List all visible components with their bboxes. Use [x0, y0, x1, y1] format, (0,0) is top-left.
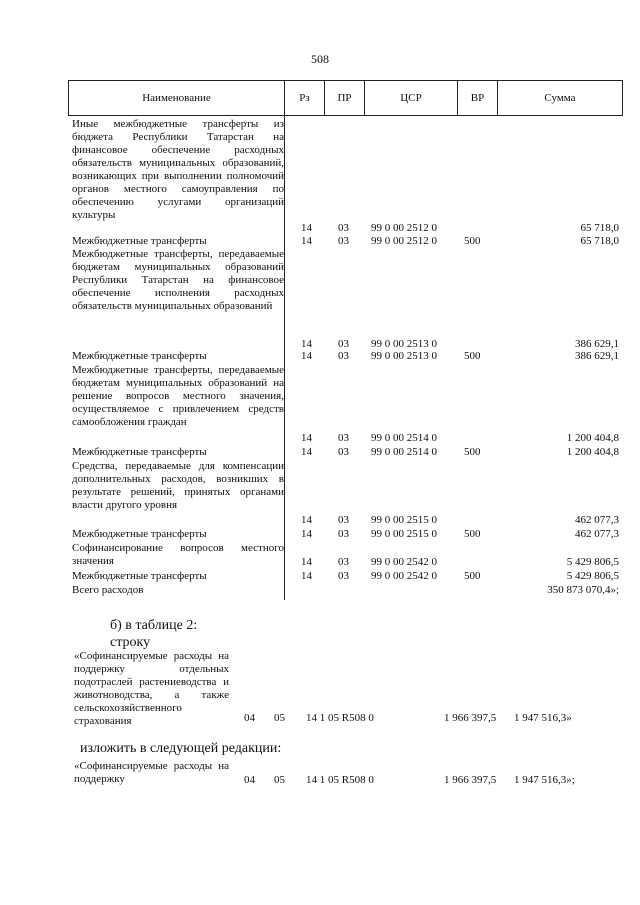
row-name: Софинансирование вопросов местного значения [72, 542, 284, 567]
row-name: Межбюджетные трансферты [72, 528, 207, 540]
row-sum: 462 077,3 [575, 514, 619, 526]
row-sum: 65 718,0 [580, 235, 619, 247]
row-name: Иные межбюджетные трансферты из бюджета Республики Татарстан на финансовое обеспечение расходных обязательств муниципальных образований, возникающих при выполнении полномочий органов местного самоуправления по обеспечению услугами организаций культуры [72, 118, 284, 221]
header-name: Наименование [68, 80, 284, 116]
row-sum: 462 077,3 [575, 528, 619, 540]
row-csr: 99 0 00 2515 0 [371, 528, 437, 540]
section-b-subtitle: строку [110, 635, 151, 650]
row-sum: 1 200 404,8 [566, 446, 619, 458]
row-vr: 500 [464, 446, 481, 458]
row-sum: 386 629,1 [575, 350, 619, 362]
row-vr: 500 [464, 350, 481, 362]
row-name: Межбюджетные трансферты [72, 446, 207, 458]
header-csr: ЦСР [364, 80, 457, 116]
row-rz: 14 [301, 514, 312, 526]
header-rz: Рз [284, 80, 324, 116]
row-rz: 14 [301, 222, 312, 234]
row-rz: 14 [301, 432, 312, 444]
section-b-title: б) в таблице 2: [110, 618, 198, 633]
row-pr: 03 [338, 570, 349, 582]
row-pr: 03 [338, 350, 349, 362]
item-csr: 14 1 05 R508 0 [306, 774, 374, 786]
page-number: 508 [311, 52, 329, 66]
row-name: Межбюджетные трансферты, передаваемые бюджетам муниципальных образований на решение вопросов местного значения, осуществляемое с привлечением средств самообложения граждан [72, 364, 284, 428]
header-sum: Сумма [497, 80, 623, 116]
section-b-heading: изложить в следующей редакции: [80, 741, 282, 756]
item-rz: 04 [244, 712, 255, 724]
item-rz: 04 [244, 774, 255, 786]
row-csr: 99 0 00 2512 0 [371, 222, 437, 234]
row-pr: 03 [338, 432, 349, 444]
row-csr: 99 0 00 2514 0 [371, 446, 437, 458]
row-sum: 350 873 070,4»; [547, 584, 619, 596]
item-value-2: 1 947 516,3» [514, 712, 572, 724]
row-vr: 500 [464, 235, 481, 247]
item-csr: 14 1 05 R508 0 [306, 712, 374, 724]
row-vr: 500 [464, 570, 481, 582]
row-name: Межбюджетные трансферты [72, 350, 207, 362]
row-csr: 99 0 00 2542 0 [371, 570, 437, 582]
header-pr: ПР [324, 80, 364, 116]
row-rz: 14 [301, 350, 312, 362]
row-sum: 5 429 806,5 [566, 570, 619, 582]
item-pr: 05 [274, 774, 285, 786]
item-pr: 05 [274, 712, 285, 724]
row-name: Межбюджетные трансферты [72, 235, 207, 247]
row-name: Межбюджетные трансферты [72, 570, 207, 582]
row-pr: 03 [338, 556, 349, 568]
row-sum: 386 629,1 [575, 338, 619, 350]
row-csr: 99 0 00 2513 0 [371, 338, 437, 350]
row-pr: 03 [338, 235, 349, 247]
row-vr: 500 [464, 528, 481, 540]
item-text: «Софинансируемые расходы на поддержку [74, 760, 229, 785]
item-value-2: 1 947 516,3»; [514, 774, 575, 786]
row-csr: 99 0 00 2512 0 [371, 235, 437, 247]
row-csr: 99 0 00 2514 0 [371, 432, 437, 444]
item-value-1: 1 966 397,5 [444, 774, 497, 786]
row-pr: 03 [338, 222, 349, 234]
row-pr: 03 [338, 528, 349, 540]
row-rz: 14 [301, 528, 312, 540]
row-rz: 14 [301, 556, 312, 568]
row-name: Средства, передаваемые для компенсации дополнительных расходов, возникших в результате решений, принятых органами власти другого уровня [72, 460, 284, 511]
row-pr: 03 [338, 446, 349, 458]
row-csr: 99 0 00 2515 0 [371, 514, 437, 526]
row-rz: 14 [301, 446, 312, 458]
item-text: «Софинансируемые расходы на поддержку отдельных подотраслей растениеводства и животноводства, а также сельскохозяйственного страхования [74, 650, 229, 727]
row-rz: 14 [301, 570, 312, 582]
row-sum: 1 200 404,8 [566, 432, 619, 444]
budget-table [68, 80, 623, 600]
row-sum: 5 429 806,5 [566, 556, 619, 568]
row-rz: 14 [301, 338, 312, 350]
row-pr: 03 [338, 514, 349, 526]
row-sum: 65 718,0 [580, 222, 619, 234]
item-value-1: 1 966 397,5 [444, 712, 497, 724]
column-divider [284, 116, 285, 600]
row-pr: 03 [338, 338, 349, 350]
row-name: Всего расходов [72, 584, 144, 596]
row-csr: 99 0 00 2513 0 [371, 350, 437, 362]
row-csr: 99 0 00 2542 0 [371, 556, 437, 568]
row-rz: 14 [301, 235, 312, 247]
header-vr: ВР [457, 80, 497, 116]
row-name: Межбюджетные трансферты, передаваемые бюджетам муниципальных образований Республики Татарстан на финансовое обеспечение исполнения расходных обязательств муниципальных образований [72, 248, 284, 312]
